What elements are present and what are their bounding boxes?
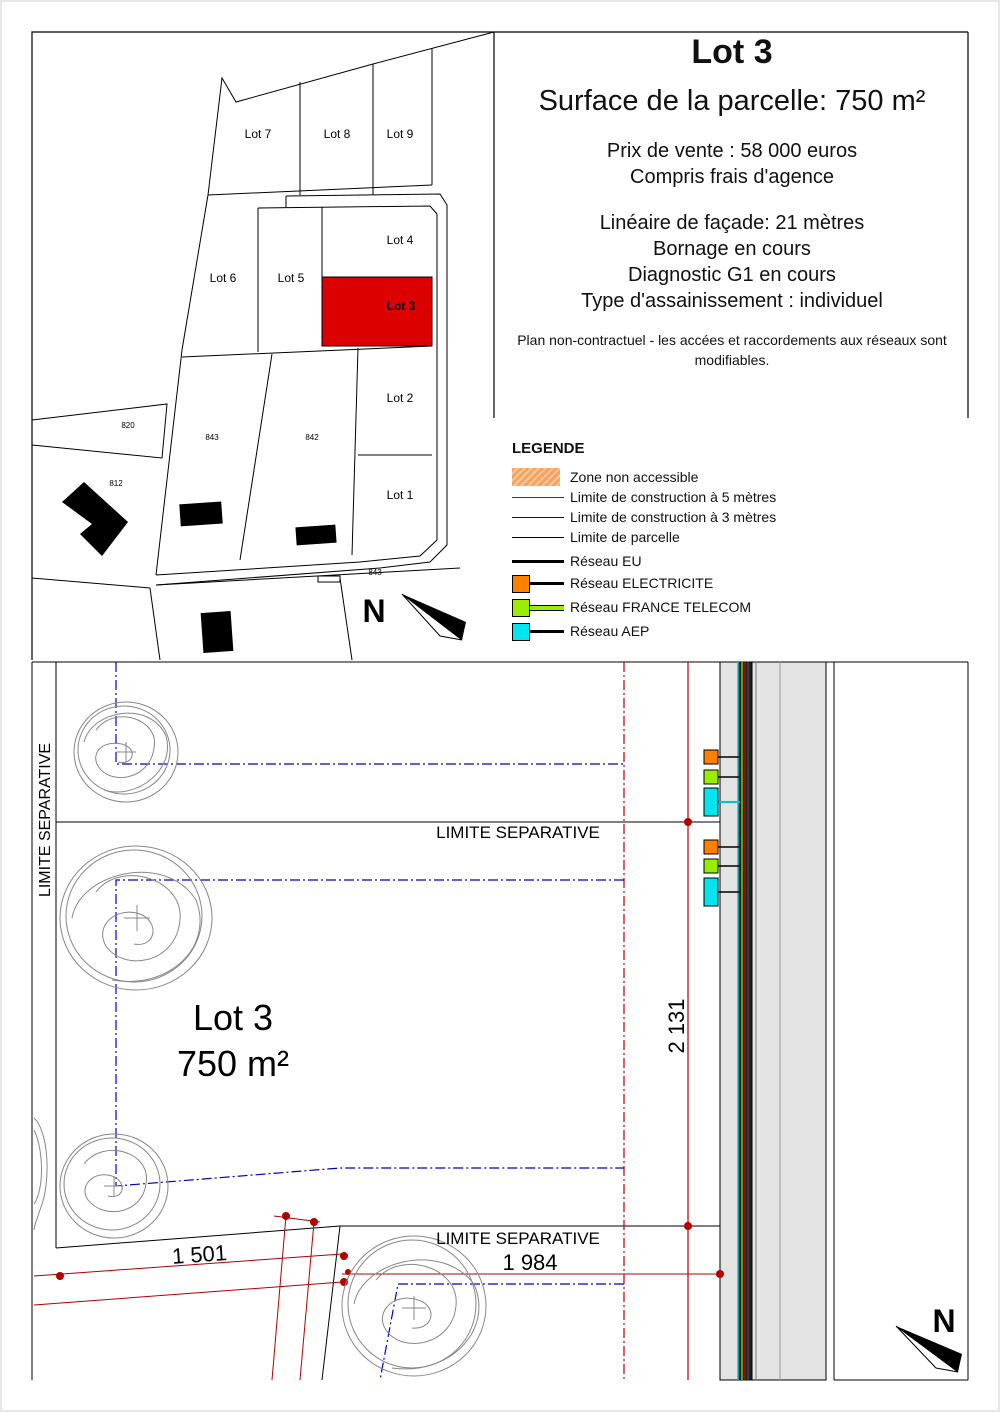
lot-7-label: Lot 7 [244,127,272,141]
dimension-bottom: 1 984 [502,1250,558,1275]
lot-5-label: Lot 5 [277,271,305,285]
facade-text: Linéaire de façade: 21 mètres [599,212,865,234]
north-label: N [932,1303,956,1339]
assainissement-text: Type d'assainissement : individuel [581,290,883,312]
lot-label: Lot 3 [192,997,274,1038]
parcel-number: 843 [368,568,382,577]
price-text: Prix de vente : 58 000 euros [606,140,858,162]
lot-3-label: Lot 3 [386,299,416,313]
orange-box-icon [512,575,530,593]
tree-icon [74,702,178,802]
blue-line-icon [512,517,564,518]
tree-icon [60,846,212,990]
limit-separative-top: LIMITE SEPARATIVE [436,823,600,842]
lot-9-label: Lot 9 [386,127,414,141]
tree-icon [34,1118,47,1230]
north-label: N [362,593,386,629]
parcel-number: 843 [205,433,219,442]
lot-1-label: Lot 1 [386,488,414,502]
limit-separative-vertical: LIMITE SEPARATIVE [37,742,54,898]
hatch-swatch-icon [512,468,560,486]
detail-plan [32,662,968,1380]
parcel-number: 842 [305,433,319,442]
diagnostic-text: Diagnostic G1 en cours [628,264,836,286]
legend-item-parcel: Limite de parcelle [512,527,972,547]
legend-item-limit-3m: Limite de construction à 3 mètres [512,507,972,527]
tree-icon [60,1134,168,1238]
lot-8-label: Lot 8 [323,127,351,141]
lot-info-panel [496,32,968,370]
cyan-box-icon [512,623,530,641]
legend-title: LEGENDE [512,440,585,457]
area-label: 750 m² [176,1043,290,1084]
parcel-number: 820 [121,421,135,430]
disclaimer-note: Plan non-contractuel - les accées et raccordements aux réseaux sont modifiables. [517,332,947,368]
lot-2-label: Lot 2 [386,391,414,405]
legend-item-eu: Réseau EU [512,551,972,571]
tree-icon [342,1236,486,1376]
dimension-right: 2 131 [664,998,689,1054]
thick-line-icon [512,560,564,563]
legend-item-limit-5m: Limite de construction à 5 mètres [512,487,972,507]
legend-item-electricite: Réseau ELECTRICITE [512,571,972,595]
parcel-number: 812 [109,479,123,488]
legend-item-zone: Zone non accessible [512,467,972,487]
bornage-text: Bornage en cours [653,238,811,260]
legend [512,440,972,643]
surface-text: Surface de la parcelle: 750 m² [538,85,926,117]
legend-item-aep: Réseau AEP [512,619,972,643]
legend-item-telecom: Réseau FRANCE TELECOM [512,595,972,619]
green-box-icon [512,599,530,617]
lot-6-label: Lot 6 [209,271,237,285]
black-line-icon [512,537,564,538]
north-arrow-icon [402,594,466,640]
lot-4-label: Lot 4 [386,233,414,247]
dimension-left: 1 501 [171,1240,228,1269]
limit-separative-bottom: LIMITE SEPARATIVE [436,1229,600,1248]
price-note: Compris frais d'agence [630,166,834,188]
red-line-icon [512,497,564,498]
lot-title: Lot 3 [691,33,773,71]
